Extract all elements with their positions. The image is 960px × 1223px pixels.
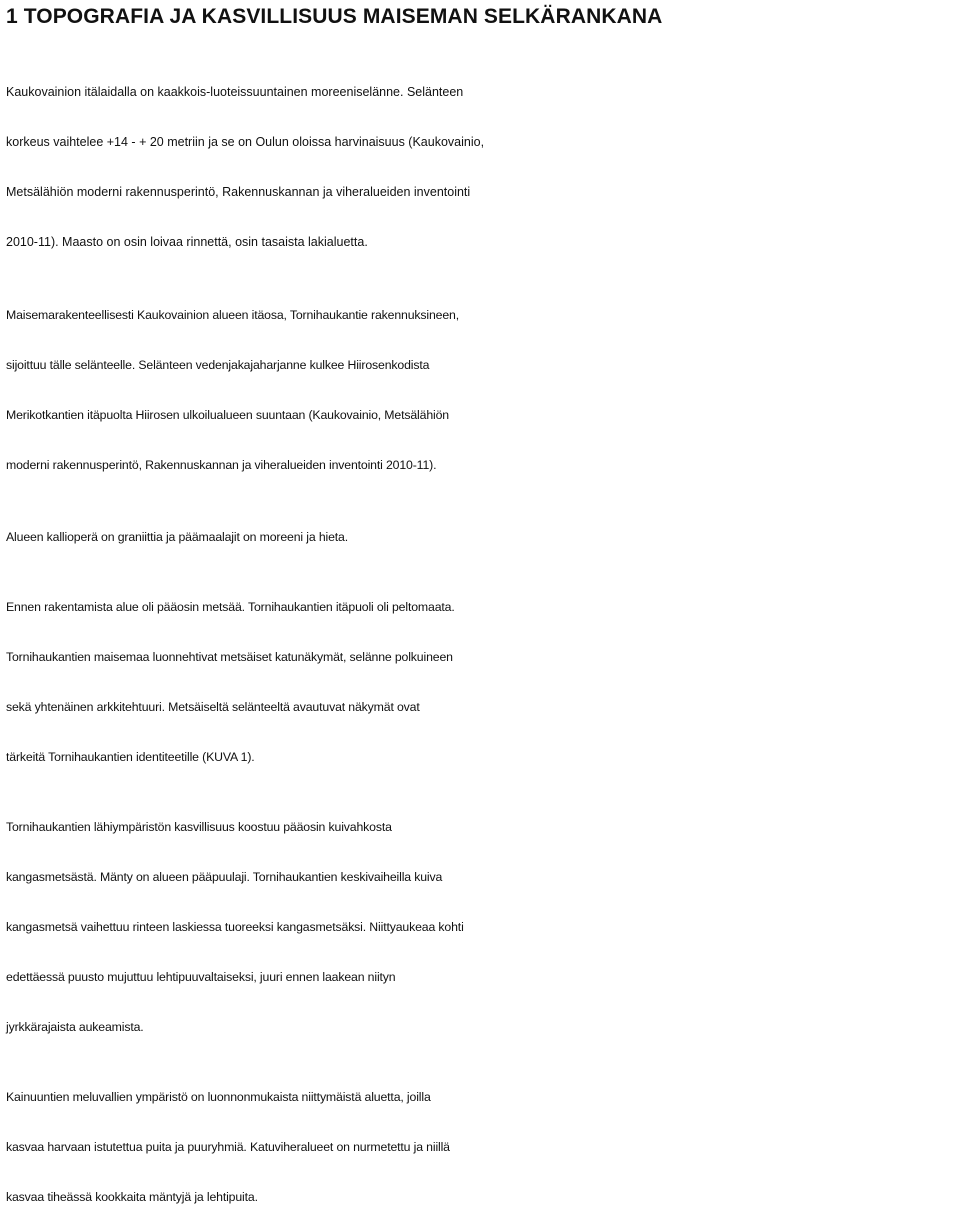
paragraph-line: sijoittuu tälle selänteelle. Selänteen vedenjakajaharjanne kulkee Hiirosenkodista [6,358,430,372]
paragraph-line: kangasmetsä vaihettuu rinteen laskiessa tuoreeksi kangasmetsäksi. Niittyaukeaa kohti [6,920,464,934]
paragraph-line: Kaukovainion itälaidalla on kaakkois-luoteissuuntainen moreeniselänne. Selänteen [6,85,464,99]
paragraph-line: Metsälähiön moderni rakennusperintö, Rakennuskannan ja viheralueiden inventointi [6,185,471,199]
paragraph-line: moderni rakennusperintö, Rakennuskannan ja viheralueiden inventointi 2010-11). [6,458,437,472]
paragraph-line: kangasmetsästä. Mänty on alueen pääpuulaji. Tornihaukantien keskivaiheilla kuiva [6,870,443,884]
paragraph-line: sekä yhtenäinen arkkitehtuuri. Metsäiseltä selänteeltä avautuvat näkymät ovat [6,700,420,714]
paragraph-line: Maisemarakenteellisesti Kaukovainion alueen itäosa, Tornihaukantie rakennuksineen, [6,308,459,322]
paragraph-noise-barriers [6,1072,956,1222]
paragraph-line: Alueen kallioperä on graniittia ja päämaalajit on moreeni ja hieta. [6,530,348,544]
section-heading: 1 TOPOGRAFIA JA KASVILLISUUS MAISEMAN SELKÄRANKANA [6,5,663,28]
paragraph-line: edettäessä puusto mujuttuu lehtipuuvaltaiseksi, juuri ennen laakean niityn [6,970,396,984]
paragraph-topography [6,67,956,267]
paragraph-line: Kainuuntien meluvallien ympäristö on luonnonmukaista niittymäistä aluetta, joilla [6,1090,431,1104]
paragraph-line: 2010-11). Maasto on osin loivaa rinnettä, osin tasaista lakialuetta. [6,235,368,249]
paragraph-vegetation [6,802,956,1052]
paragraph-line: Tornihaukantien lähiympäristön kasvillisuus koostuu pääosin kuivahkosta [6,820,392,834]
paragraph-landscape-structure [6,290,956,490]
paragraph-line: kasvaa harvaan istutettua puita ja puuryhmiä. Katuviheralueet on nurmetettu ja niillä [6,1140,450,1154]
paragraph-line: Tornihaukantien maisemaa luonnehtivat metsäiset katunäkymät, selänne polkuineen [6,650,453,664]
paragraph-bedrock [6,512,956,562]
paragraph-line: Ennen rakentamista alue oli pääosin metsää. Tornihaukantien itäpuoli oli peltomaata. [6,600,455,614]
paragraph-line: kasvaa tiheässä kookkaita mäntyjä ja lehtipuita. [6,1190,258,1204]
paragraph-line: Merikotkantien itäpuolta Hiirosen ulkoilualueen suuntaan (Kaukovainio, Metsälähiön [6,408,449,422]
paragraph-history [6,582,956,782]
paragraph-line: korkeus vaihtelee +14 - + 20 metriin ja se on Oulun oloissa harvinaisuus (Kaukovainio, [6,135,485,149]
document-page [6,0,956,1222]
paragraph-line: tärkeitä Tornihaukantien identiteetille (KUVA 1). [6,750,255,764]
paragraph-line: jyrkkärajaista aukeamista. [6,1020,144,1034]
